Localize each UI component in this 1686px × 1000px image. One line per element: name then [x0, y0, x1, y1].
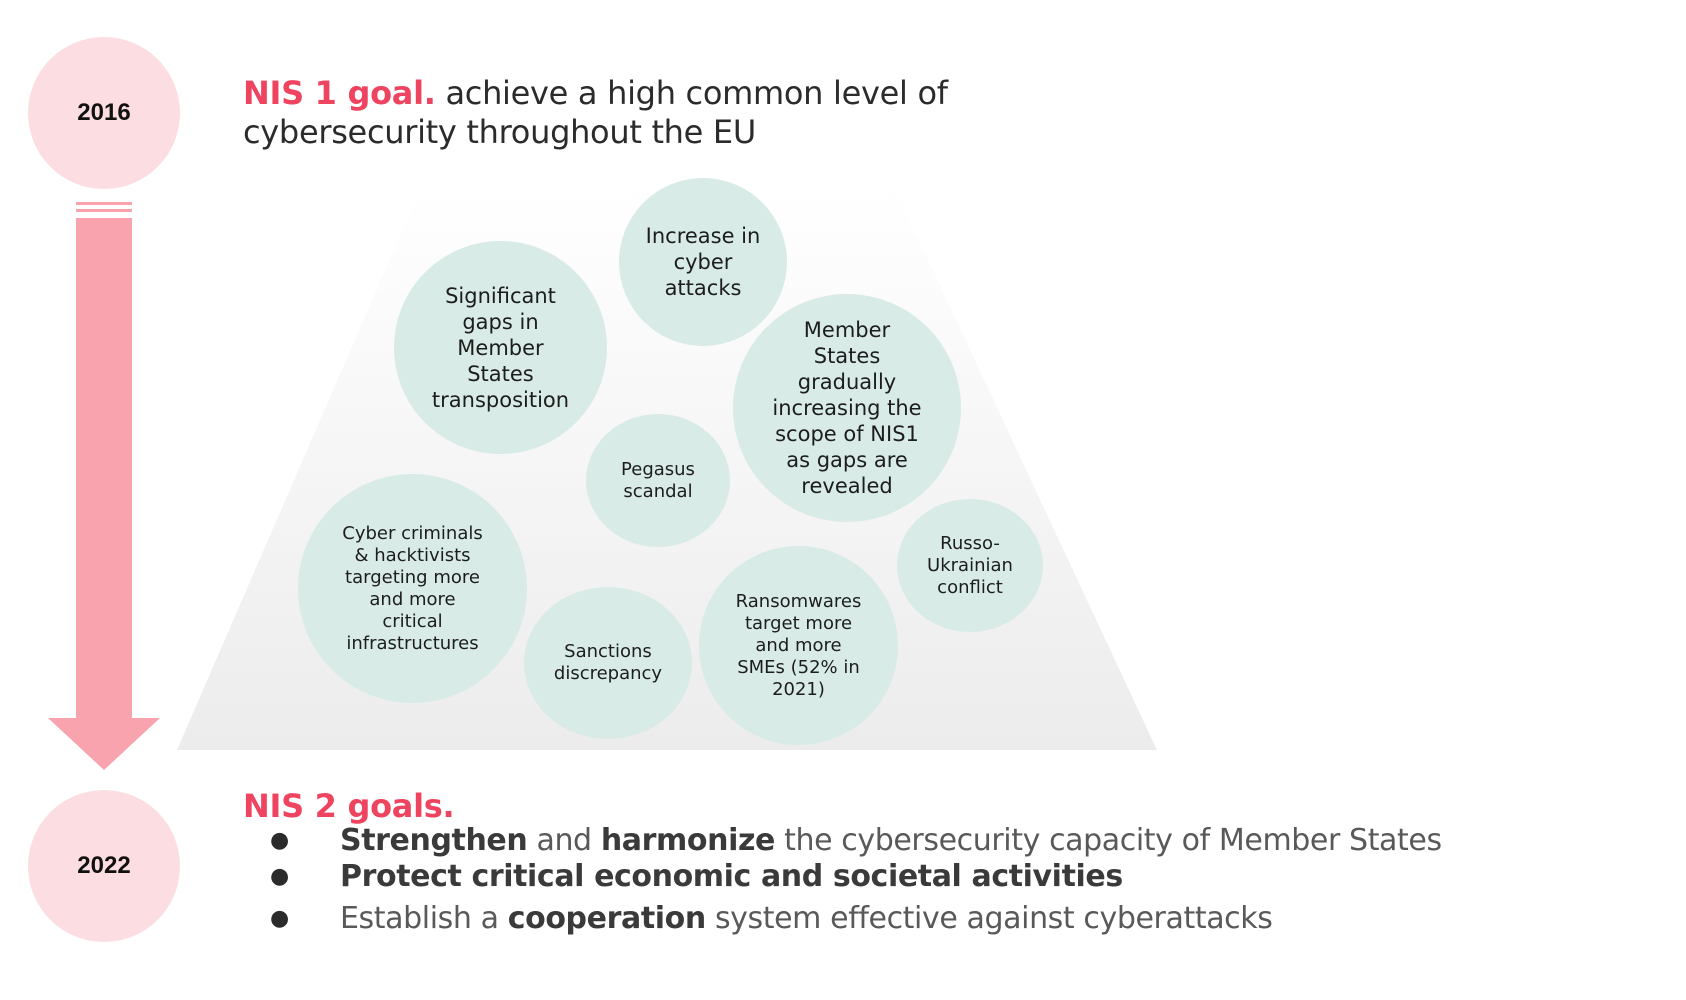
- bubble-line: attacks: [664, 276, 742, 300]
- goal-item: [270, 823, 1442, 859]
- bubble-line: scope of NIS1: [775, 422, 919, 446]
- year-2022-label: 2022: [77, 852, 131, 879]
- goal-text: system effective against cyberattacks: [705, 901, 1273, 936]
- bubble-line: critical: [382, 610, 443, 632]
- goal-emphasis: cooperation: [507, 901, 706, 936]
- goal-text: Establish a: [340, 901, 508, 936]
- year-2016-label: 2016: [77, 99, 131, 126]
- bubble-line: Significant: [445, 283, 556, 308]
- bubble-line: Russo-: [940, 532, 1000, 554]
- bubble-line: gradually: [797, 370, 897, 394]
- bubble-line: 2021): [772, 678, 825, 700]
- nis2-label: NIS 2 goals.: [243, 787, 455, 825]
- bubble-line: Cyber criminals: [342, 522, 483, 544]
- nis2-goal-list: [270, 823, 1442, 937]
- bubble-line: increasing the: [772, 396, 922, 420]
- bubble-line: States: [467, 361, 534, 386]
- goal-item: [270, 901, 1442, 937]
- bubble-line: Sanctions: [564, 641, 652, 662]
- bubble-line: gaps in: [462, 309, 539, 334]
- goal-emphasis: Strengthen: [340, 823, 528, 858]
- bubble-nis1-scope: [733, 294, 961, 522]
- bubble-pegasus: [586, 414, 730, 547]
- bubble-line: Member: [803, 318, 891, 342]
- year-2022-circle: [28, 790, 180, 942]
- bubble-line: and more: [755, 634, 842, 656]
- bubble-line: & hacktivists: [354, 544, 471, 566]
- bubble-ransomwares: [699, 546, 898, 745]
- bubble-russo-ukrainian: [897, 499, 1043, 632]
- bubble-line: discrepancy: [553, 663, 663, 684]
- bubble-line: and more: [369, 588, 456, 610]
- goal-text: the cybersecurity capacity of Member States: [774, 823, 1442, 858]
- bubble-line: transposition: [431, 387, 570, 412]
- bubble-line: as gaps are: [786, 448, 908, 472]
- bubble-line: target more: [744, 612, 853, 634]
- nis2-goals-heading: [243, 787, 454, 826]
- bubble-line: Ukrainian: [927, 554, 1013, 576]
- goal-emphasis: Protect critical economic and societal activities: [340, 859, 1123, 894]
- bubble-line: cyber: [673, 250, 733, 274]
- nis1-text-line2: cybersecurity throughout the EU: [243, 113, 756, 151]
- bubble-line: States: [813, 344, 881, 368]
- bubble-line: Increase in: [645, 224, 761, 248]
- bubble-line: conflict: [937, 576, 1003, 598]
- bubble-line: SMEs (52% in: [737, 656, 860, 678]
- bubble-line: infrastructures: [346, 632, 479, 654]
- year-2016-circle: [28, 37, 180, 189]
- bubble-line: revealed: [801, 474, 893, 498]
- nis1-goal-heading: [243, 74, 948, 152]
- bubble-sanctions: [524, 587, 692, 739]
- goal-emphasis: harmonize: [600, 823, 775, 858]
- bubble-line: Member: [457, 335, 544, 360]
- goal-item: [270, 859, 1442, 895]
- nis1-label: NIS 1 goal.: [243, 74, 436, 112]
- bubble-cyber-criminals: [298, 474, 527, 703]
- bubble-line: Pegasus: [621, 458, 695, 480]
- bubble-line: scandal: [623, 480, 693, 502]
- goal-text: and: [527, 823, 601, 858]
- bubble-cyber-attacks: [619, 178, 787, 346]
- bubble-line: targeting more: [345, 566, 480, 588]
- bubble-transposition-gaps: [394, 241, 607, 454]
- timeline-down-arrow: [48, 200, 160, 772]
- bubble-line: Ransomwares: [735, 590, 862, 612]
- nis1-text-line1: achieve a high common level of: [445, 74, 948, 112]
